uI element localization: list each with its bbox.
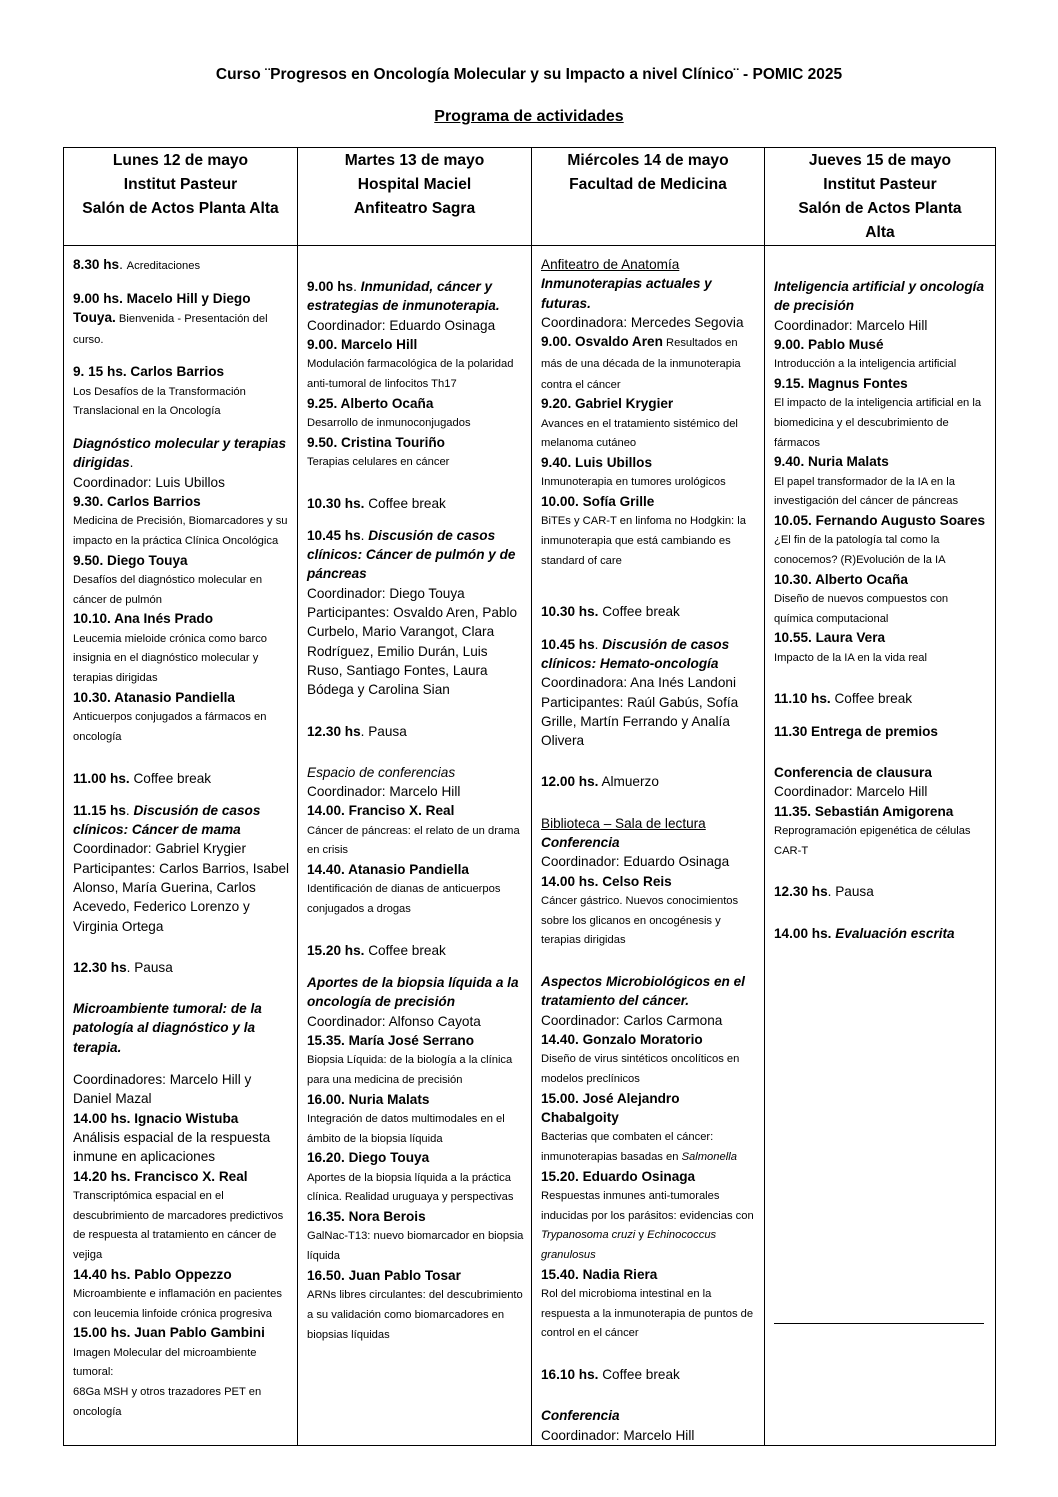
schedule-item xyxy=(73,707,292,746)
day-column-martes xyxy=(298,246,532,1446)
schedule-item xyxy=(307,1285,526,1344)
schedule-item xyxy=(541,693,759,751)
item-text: Coordinador: Marcelo Hill xyxy=(307,784,461,800)
item-text: Desafíos del diagnóstico molecular en cáncer de pulmón xyxy=(73,574,263,606)
day-column-miercoles xyxy=(532,246,765,1446)
schedule-item xyxy=(541,673,759,692)
item-text: Coordinador: Gabriel Krygier xyxy=(73,841,247,857)
schedule-item xyxy=(541,772,759,791)
item-text: 14.00 hs. Celso Reis xyxy=(541,873,672,889)
schedule-item xyxy=(73,1323,292,1342)
item-text: 9.25. Alberto Ocaña xyxy=(307,395,434,411)
item-text: 16.50. Juan Pablo Tosar xyxy=(307,1267,461,1283)
schedule-item xyxy=(541,1284,759,1343)
schedule-item xyxy=(774,689,990,708)
item-text: Modulación farmacológica de la polaridad anti-tumoral de linfocitos Th17 xyxy=(307,358,514,390)
day-header-line: Martes 13 de mayo xyxy=(344,152,485,169)
schedule-item xyxy=(774,589,990,628)
day-header-miercoles xyxy=(532,148,765,246)
item-text: Resultados en más de una década de la inmunoterapia contra el cáncer xyxy=(541,337,741,391)
item-text: Trypanosoma cruzi xyxy=(541,1229,636,1242)
item-text: . xyxy=(353,279,361,294)
schedule-item xyxy=(307,354,526,393)
item-text: 14.40. Atanasio Pandiella xyxy=(307,862,469,878)
item-text: 15.00. José Alejandro Chabalgoity xyxy=(541,1090,680,1125)
schedule-item xyxy=(73,1186,292,1265)
item-text: Rol del microbioma intestinal en la respuesta a la inmunoterapia de puntos de control en el cáncer xyxy=(541,1288,754,1340)
schedule-item xyxy=(307,1109,526,1148)
item-text: 10.30 hs. xyxy=(307,495,365,511)
schedule-item xyxy=(541,814,759,833)
item-text: 15.20 hs. xyxy=(307,942,365,958)
schedule-item xyxy=(307,316,526,335)
schedule-item xyxy=(307,584,526,603)
schedule-item xyxy=(774,530,990,569)
schedule-item xyxy=(73,434,292,473)
item-text: 9.40. Luis Ubillos xyxy=(541,455,653,470)
item-text: Diagnóstico molecular y terapias dirigidas xyxy=(73,436,287,471)
item-text: Participantes: Carlos Barrios, Isabel Alonso, María Guerina, Carlos Acevedo, Federico Lorenzo y Virginia Ortega xyxy=(73,860,290,934)
item-text: . xyxy=(594,636,603,652)
schedule-item xyxy=(307,526,526,584)
schedule-item xyxy=(73,958,292,977)
item-text: Coordinador: Marcelo Hill xyxy=(774,317,928,333)
schedule-item xyxy=(73,769,292,788)
day-header-martes xyxy=(298,148,532,246)
schedule-item xyxy=(541,511,759,570)
schedule-item xyxy=(307,1207,526,1226)
item-text: Respuestas inmunes anti-tumorales inducidas por los parásitos: evidencias con xyxy=(541,1189,754,1222)
schedule-item xyxy=(73,1167,292,1186)
item-text: 9.15. Magnus Fontes xyxy=(774,375,908,391)
item-text: Coordinador: Alfonso Cayota xyxy=(307,1013,481,1029)
schedule-item xyxy=(774,354,990,374)
schedule-item xyxy=(73,1070,292,1109)
schedule-item xyxy=(774,277,990,316)
item-text: Almuerzo xyxy=(598,774,659,790)
schedule-item xyxy=(774,570,990,589)
item-text: ARNs libres circulantes: del descubrimiento a su validación como biomarcadores en biopsias líquidas xyxy=(307,1289,523,1341)
item-text: 10.30 hs. xyxy=(541,604,599,620)
item-text: 9. 15 hs. Carlos Barrios xyxy=(73,364,225,380)
item-text: 9.00. Marcelo Hill xyxy=(307,336,418,352)
item-text: Coffee break xyxy=(364,495,446,511)
schedule-item xyxy=(73,473,292,492)
item-text: 12.30 hs xyxy=(307,723,361,739)
item-text: Anticuerpos conjugados a fármacos en oncología xyxy=(73,711,267,743)
item-text: 16.10 hs. xyxy=(541,1367,599,1383)
item-text: Diseño de virus sintéticos oncolíticos en modelos preclínicos xyxy=(541,1053,740,1085)
schedule-item xyxy=(541,453,759,472)
item-text: Coordinador: Marcelo Hill xyxy=(541,1427,695,1443)
schedule-item xyxy=(774,374,990,393)
schedule-item xyxy=(307,763,526,782)
item-text: 11.10 hs. xyxy=(774,691,831,707)
item-text: 16.35. Nora Berois xyxy=(307,1209,426,1225)
item-text: Imagen Molecular del microambiente tumoral: xyxy=(73,1346,257,1379)
item-text: Conferencia de clausura xyxy=(774,765,932,780)
day-header-lunes xyxy=(64,148,298,246)
item-text: Aportes de la biopsia líquida a la práctica clínica. Realidad uruguaya y perspectivas xyxy=(307,1171,514,1204)
item-text: 14.00 hs. xyxy=(774,925,832,941)
item-text: Identificación de dianas de anticuerpos conjugados a drogas xyxy=(307,883,501,916)
item-text: Coordinadora: Mercedes Segovia xyxy=(541,314,744,330)
item-text: Cáncer de páncreas: el relato de un drama en crisis xyxy=(307,824,520,857)
day-header-line: Miércoles 14 de mayo xyxy=(567,152,729,169)
schedule-item xyxy=(307,1266,526,1285)
schedule-item xyxy=(73,492,292,511)
schedule-item xyxy=(774,782,990,801)
item-text: Inmunoterapias actuales y futuras. xyxy=(541,276,712,311)
item-text: El papel transformador de la IA en la investigación del cáncer de páncreas xyxy=(774,475,959,508)
item-text: Coffee break xyxy=(129,770,212,786)
item-text: 9.00. Osvaldo Aren xyxy=(541,334,663,350)
item-text: 8.30 hs xyxy=(73,257,120,272)
item-text: Participantes: Raúl Gabús, Sofía Grille, Martín Ferrando y Analía Olivera xyxy=(541,694,739,749)
item-text: Inmunidad, cáncer y estrategias de inmunoterapia. xyxy=(307,279,500,314)
item-text: BiTEs y CAR-T en linfoma no Hodgkin: la inmunoterapia que está cambiando es standard of care xyxy=(541,515,746,567)
item-text: Echinococcus granulosus xyxy=(541,1229,717,1262)
item-text: 10.00. Sofía Grille xyxy=(541,494,655,509)
item-text: 15.40. Nadia Riera xyxy=(541,1266,658,1282)
item-text: 12.00 hs. xyxy=(541,774,599,790)
schedule-item xyxy=(73,1128,292,1167)
schedule-item xyxy=(541,1186,759,1265)
item-text: Inmunoterapia en tumores urológicos xyxy=(541,476,726,489)
schedule-item xyxy=(307,879,526,918)
schedule-table xyxy=(63,147,996,1446)
item-text: 15.00 hs. Juan Pablo Gambini xyxy=(73,1325,265,1341)
item-text: 10.10. Ana Inés Prado xyxy=(73,611,214,627)
schedule-item xyxy=(541,833,759,852)
item-text: 9.00. Pablo Musé xyxy=(774,336,884,352)
item-text: Coffee break xyxy=(598,1367,680,1383)
item-text: 11.00 hs. xyxy=(73,770,130,786)
day-header-line: Jueves 15 de mayo xyxy=(808,152,952,169)
schedule-item xyxy=(73,362,292,381)
item-text: 10.30. Atanasio Pandiella xyxy=(73,689,235,705)
day-header-line: Institut Pasteur xyxy=(123,176,238,193)
item-text: . Pausa xyxy=(360,723,407,739)
item-text: . xyxy=(129,455,134,471)
item-text: Impacto de la IA en la vida real xyxy=(774,651,927,664)
item-text: Coordinador: Eduardo Osinaga xyxy=(307,317,496,333)
schedule-item xyxy=(541,852,759,871)
schedule-item xyxy=(307,782,526,801)
schedule-item xyxy=(774,316,990,335)
item-text: Cáncer gástrico. Nuevos conocimientos sobre los glicanos en oncogénesis y terapias dirigidas xyxy=(541,894,739,947)
item-text: Coordinador: Marcelo Hill xyxy=(774,784,928,800)
schedule-item xyxy=(307,394,526,413)
item-text: Bacterias que combaten el cáncer: inmunoterapias basadas en xyxy=(541,1131,714,1163)
schedule-item xyxy=(307,1148,526,1167)
item-text: 14.20 hs. Francisco X. Real xyxy=(73,1168,248,1184)
item-text: . Pausa xyxy=(126,959,173,975)
item-text: 9.00 hs xyxy=(307,279,354,294)
item-text: 9.20. Gabriel Krygier xyxy=(541,396,674,412)
schedule-item xyxy=(774,628,990,647)
item-text: 16.00. Nuria Malats xyxy=(307,1091,430,1107)
schedule-item xyxy=(307,801,526,820)
schedule-item xyxy=(541,1265,759,1284)
schedule-item xyxy=(774,763,990,782)
item-text: Acreditaciones xyxy=(126,260,201,272)
item-text: Reprogramación epigenética de células CAR-T xyxy=(774,824,971,857)
day-column-lunes xyxy=(64,246,298,1446)
item-text: . xyxy=(119,257,127,272)
schedule-item xyxy=(541,313,759,332)
item-text: Coordinador: Eduardo Osinaga xyxy=(541,854,730,870)
item-text: El impacto de la inteligencia artificial en la biomedicina y el descubrimiento de fármacos xyxy=(774,397,982,449)
item-text: Participantes: Osvaldo Aren, Pablo Curbelo, Mario Varangot, Clara Rodríguez, Emilio Durán, Luis Ruso, Santiago Fontes, Laura Bódega y Carolina Sian xyxy=(307,605,518,698)
item-text: Discusión de casos clínicos: Hemato-oncología xyxy=(541,636,730,671)
schedule-item xyxy=(307,1168,526,1207)
item-text: Coordinador: Carlos Carmona xyxy=(541,1012,723,1028)
schedule-item xyxy=(541,255,759,274)
schedule-item xyxy=(307,1050,526,1089)
item-text: Coffee break xyxy=(598,604,680,620)
item-text: Microambiente tumoral: de la patología al diagnóstico y la terapia. xyxy=(73,1001,262,1055)
schedule-item xyxy=(73,609,292,628)
item-text: Inteligencia artificial y oncología de precisión xyxy=(774,279,984,314)
item-text: Diseño de nuevos compuestos con química computacional xyxy=(774,593,949,625)
schedule-item xyxy=(73,511,292,550)
item-text: Introducción a la inteligencia artificial xyxy=(774,358,957,371)
schedule-item xyxy=(73,629,292,688)
item-text: 10.55. Laura Vera xyxy=(774,630,886,646)
schedule-item xyxy=(774,882,990,901)
item-text: 15.20. Eduardo Osinaga xyxy=(541,1168,696,1184)
day-header-line: Salón de Actos Planta Alta xyxy=(82,200,279,217)
item-text: Avances en el tratamiento sistémico del melanoma cutáneo xyxy=(541,417,738,450)
item-text: 68Ga MSH y otros trazadores PET en oncología xyxy=(73,1386,262,1418)
schedule-item xyxy=(541,1030,759,1049)
item-text: Los Desafíos de la Transformación Translacional en la Oncología xyxy=(73,385,246,418)
schedule-item xyxy=(307,973,526,1012)
schedule-item xyxy=(774,722,990,741)
schedule-item xyxy=(541,891,759,950)
item-text: Discusión de casos clínicos: Cáncer de pulmón y de páncreas xyxy=(307,527,516,582)
schedule-item xyxy=(541,1426,759,1445)
schedule-item xyxy=(774,511,990,530)
item-text: 11.30 Entrega de premios xyxy=(774,723,938,739)
signature-line xyxy=(774,1323,984,1324)
item-text: 14.00 hs. Ignacio Wistuba xyxy=(73,1110,239,1126)
item-text: 9.50. Diego Touya xyxy=(73,552,188,568)
item-text: Microambiente e inflamación en pacientes con leucemia linfoide crónica progresiva xyxy=(73,1287,282,1320)
item-text: Coffee break xyxy=(364,942,446,958)
schedule-item xyxy=(307,860,526,879)
item-text: Transcriptómica espacial en el descubrimiento de marcadores predictivos de respuesta al tratamiento en cáncer de vejiga xyxy=(73,1189,284,1261)
item-text: Leucemia mieloide crónica como barco insignia en el diagnóstico molecular y terapias dirigidas xyxy=(73,632,268,685)
day-header-line: Salón de Actos Planta xyxy=(798,200,962,217)
schedule-item xyxy=(774,335,990,354)
item-text: 14.40. Gonzalo Moratorio xyxy=(541,1031,703,1047)
item-text: Coordinador: Luis Ubillos xyxy=(73,474,225,490)
item-text: Biopsia Líquida: de la biología a la clínica para una medicina de precisión xyxy=(307,1054,513,1087)
item-text: Aspectos Microbiológicos en el tratamiento del cáncer. xyxy=(541,974,745,1009)
item-text: 11.15 hs xyxy=(73,802,126,818)
schedule-item xyxy=(73,1343,292,1382)
item-text: Evaluación escrita xyxy=(835,925,955,941)
item-text: . xyxy=(360,527,369,543)
item-text: 10.45 hs xyxy=(307,527,361,543)
schedule-item xyxy=(73,859,292,936)
day-header-line: Lunes 12 de mayo xyxy=(112,152,249,169)
schedule-item xyxy=(774,924,990,943)
item-text: Coordinadores: Marcelo Hill y Daniel Mazal xyxy=(73,1072,252,1107)
item-text: Aportes de la biopsia líquida a la oncología de precisión xyxy=(307,975,519,1010)
schedule-item xyxy=(774,821,990,860)
schedule-item xyxy=(73,1382,292,1421)
schedule-item xyxy=(307,1031,526,1050)
item-text: Espacio de conferencias xyxy=(307,764,456,780)
schedule-item xyxy=(541,1365,759,1384)
schedule-item xyxy=(307,941,526,960)
item-text: Salmonella xyxy=(681,1150,737,1163)
schedule-item xyxy=(541,274,759,313)
schedule-item xyxy=(73,839,292,858)
item-text: 14.00. Franciso X. Real xyxy=(307,803,455,819)
schedule-item xyxy=(541,1127,759,1166)
item-text: 10.45 hs xyxy=(541,636,595,652)
item-text: 15.35. María José Serrano xyxy=(307,1033,474,1049)
day-header-line: Anfiteatro Sagra xyxy=(353,200,476,217)
schedule-item xyxy=(774,452,990,471)
schedule-item xyxy=(307,335,526,354)
item-text: Anfiteatro de Anatomía xyxy=(541,257,680,272)
item-text: Medicina de Precisión, Biomarcadores y su impacto en la práctica Clínica Oncológica xyxy=(73,515,288,547)
schedule-item xyxy=(774,802,990,821)
schedule-item xyxy=(541,1049,759,1088)
schedule-item xyxy=(73,688,292,707)
schedule-item xyxy=(307,821,526,860)
item-text: Análisis espacial de la respuesta inmune en aplicaciones xyxy=(73,1129,271,1165)
day-header-line: Alta xyxy=(865,224,895,241)
schedule-item xyxy=(73,570,292,609)
schedule-item xyxy=(774,472,990,511)
item-text: 9.30. Carlos Barrios xyxy=(73,494,201,509)
item-text: ¿El fin de la patología tal como la conocemos? (R)Evolución de la IA xyxy=(774,534,946,566)
item-text: . Pausa xyxy=(827,884,874,900)
schedule-item xyxy=(541,332,759,394)
schedule-item xyxy=(73,382,292,421)
schedule-item xyxy=(541,602,759,621)
schedule-item xyxy=(73,999,292,1057)
day-header-line: Facultad de Medicina xyxy=(569,176,727,193)
item-text: GalNac-T13: nuevo biomarcador en biopsia líquida xyxy=(307,1230,524,1263)
item-text: Discusión de casos clínicos: Cáncer de mama xyxy=(73,802,261,838)
schedule-item xyxy=(307,603,526,699)
schedule-item xyxy=(541,872,759,891)
item-text: 10.30. Alberto Ocaña xyxy=(774,571,908,587)
item-text: 14.40 hs. Pablo Oppezzo xyxy=(73,1266,232,1282)
program-subtitle: Programa de actividades xyxy=(434,108,624,125)
schedule-item xyxy=(774,393,990,452)
schedule-item xyxy=(541,1406,759,1425)
schedule-item xyxy=(73,1284,292,1323)
schedule-item xyxy=(541,492,759,511)
schedule-item xyxy=(73,801,292,840)
schedule-item xyxy=(307,1012,526,1031)
item-text: 9.00 hs. Macelo Hill y Diego Touya. xyxy=(73,290,251,325)
item-text: Bienvenida - Presentación del curso. xyxy=(73,313,268,346)
item-text: Desarrollo de inmunoconjugados xyxy=(307,416,471,429)
schedule-item xyxy=(73,551,292,570)
schedule-item xyxy=(541,414,759,453)
item-text: y xyxy=(635,1229,648,1242)
item-text: Coordinador: Diego Touya xyxy=(307,585,465,601)
schedule-item xyxy=(73,255,292,276)
item-text: 16.20. Diego Touya xyxy=(307,1150,430,1166)
schedule-item xyxy=(541,1011,759,1030)
item-text: 9.40. Nuria Malats xyxy=(774,454,889,470)
schedule-item xyxy=(541,635,759,674)
schedule-item xyxy=(307,433,526,452)
schedule-item xyxy=(541,394,759,413)
schedule-item xyxy=(307,494,526,513)
schedule-item xyxy=(73,1109,292,1128)
schedule-item xyxy=(307,452,526,472)
item-text: Biblioteca – Sala de lectura xyxy=(541,815,706,831)
item-text: Terapias celulares en cáncer xyxy=(307,455,450,468)
item-text: 9.50. Cristina Touriño xyxy=(307,434,445,450)
schedule-item xyxy=(541,1089,759,1128)
document-title: Curso ¨Progresos en Oncología Molecular y su Impacto a nivel Clínico¨ - POMIC 2025 xyxy=(215,66,843,83)
schedule-item xyxy=(73,1265,292,1284)
day-header-jueves xyxy=(765,148,996,246)
schedule-item xyxy=(774,648,990,668)
item-text: Coordinadora: Ana Inés Landoni xyxy=(541,675,736,691)
item-text: Conferencia xyxy=(541,1408,620,1424)
day-header-line: Institut Pasteur xyxy=(823,176,937,193)
item-text: 10.05. Fernando Augusto Soares xyxy=(774,513,986,528)
schedule-item xyxy=(541,972,759,1011)
item-text: 11.35. Sebastián Amigorena xyxy=(774,803,954,819)
item-text: . xyxy=(125,802,134,818)
schedule-item xyxy=(73,289,292,350)
item-text: Integración de datos multimodales en el ámbito de la biopsia líquida xyxy=(307,1113,505,1145)
item-text: 12.30 hs xyxy=(774,884,828,900)
schedule-item xyxy=(307,1090,526,1109)
item-text: Conferencia xyxy=(541,835,620,851)
schedule-item xyxy=(307,722,526,741)
day-header-line: Hospital Maciel xyxy=(357,176,472,193)
schedule-item xyxy=(307,413,526,433)
day-column-jueves xyxy=(765,246,996,1446)
schedule-item xyxy=(541,1167,759,1186)
item-text: Coffee break xyxy=(830,691,913,707)
schedule-item xyxy=(541,472,759,492)
item-text: 12.30 hs xyxy=(73,959,127,975)
schedule-item xyxy=(307,1226,526,1265)
schedule-item xyxy=(307,277,526,316)
